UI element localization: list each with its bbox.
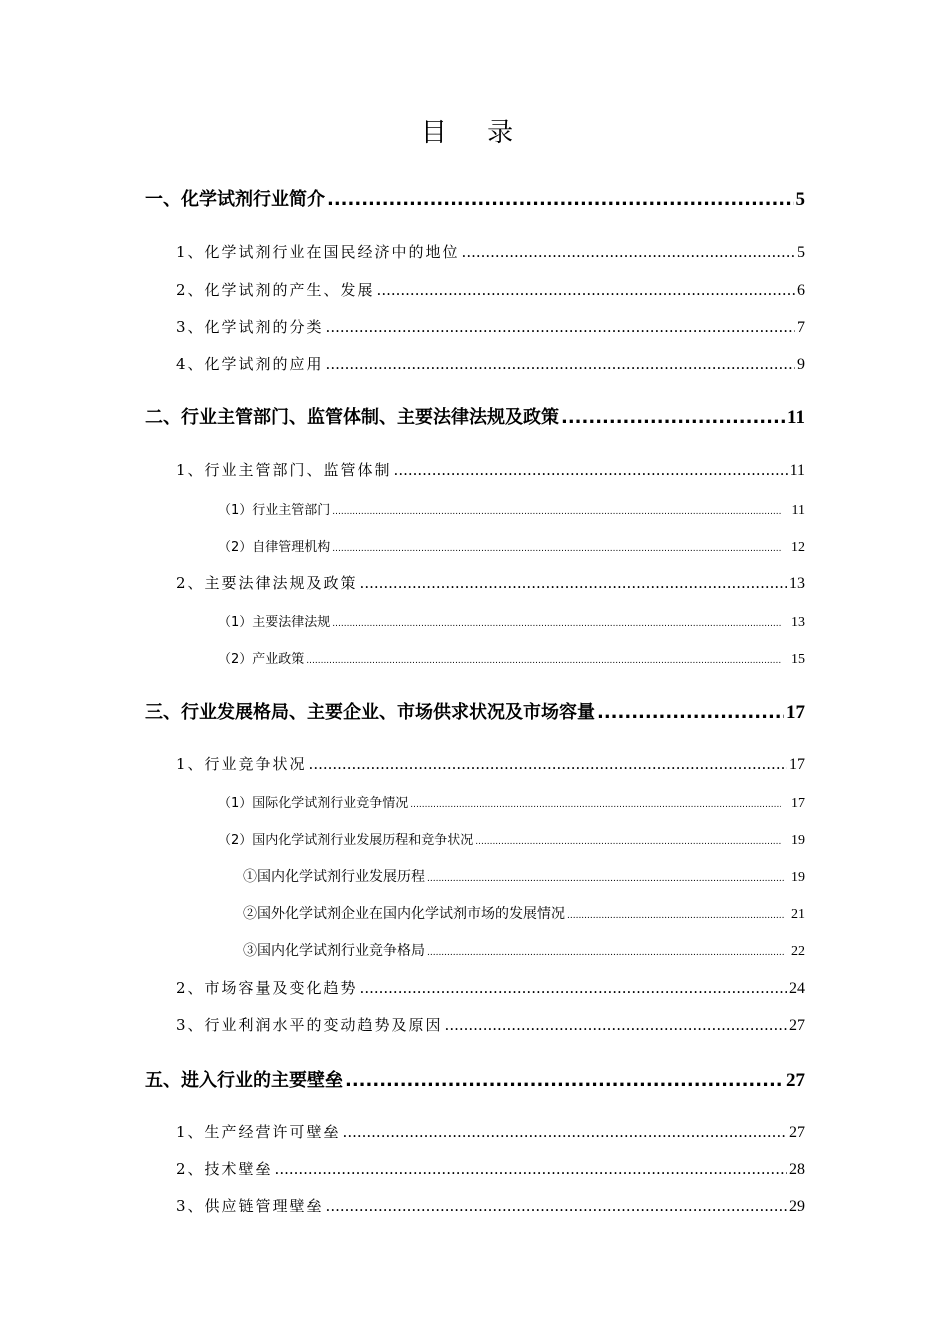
dot-leader (327, 189, 794, 210)
toc-entry-level-2[interactable] (176, 1195, 805, 1216)
toc-entry-page-number: 27 (789, 1017, 805, 1034)
toc-entry-page-number: 19 (791, 870, 805, 885)
toc-entry-page-number: 11 (787, 407, 805, 428)
dot-leader (410, 800, 781, 810)
toc-entry-level-4[interactable] (243, 903, 805, 923)
dot-leader (561, 407, 785, 428)
toc-entry-level-2[interactable] (176, 977, 805, 998)
toc-entry-label: （2）产业政策 (218, 652, 305, 667)
toc-entry-level-2[interactable] (176, 353, 805, 374)
toc-entry-level-2[interactable] (176, 316, 805, 337)
toc-entry-label: 1、行业主管部门、监管体制 (176, 461, 392, 479)
toc-entry-label: （2）国内化学试剂行业发展历程和竞争状况 (218, 833, 474, 848)
toc-entry-level-3[interactable] (218, 648, 805, 668)
toc-entry-label: 2、市场容量及变化趋势 (176, 979, 358, 997)
toc-entry-label: （2）自律管理机构 (218, 540, 331, 555)
dot-leader (345, 1070, 784, 1091)
toc-entry-page-number: 6 (797, 282, 805, 299)
toc-entry-level-3[interactable] (218, 829, 805, 849)
toc-entry-label: 3、行业利润水平的变动趋势及原因 (176, 1016, 443, 1034)
dot-leader (332, 544, 781, 554)
dot-leader (275, 1160, 787, 1178)
dot-leader (462, 243, 795, 261)
toc-entry-label: 2、化学试剂的产生、发展 (176, 281, 375, 299)
dot-leader (377, 281, 795, 299)
dot-leader (427, 948, 785, 958)
toc-entry-page-number: 22 (791, 944, 805, 959)
toc-entry-level-2[interactable] (176, 572, 805, 593)
dot-leader (332, 619, 781, 629)
toc-entry-page-number: 29 (789, 1198, 805, 1215)
dot-leader (360, 979, 787, 997)
toc-entry-page-number: 9 (797, 356, 805, 373)
toc-entry-level-3[interactable] (218, 499, 805, 519)
toc-entry-page-number: 5 (795, 189, 805, 210)
toc-entry-page-number: 13 (789, 575, 805, 592)
toc-entry-label: ③国内化学试剂行业竞争格局 (243, 943, 425, 959)
dot-leader (360, 574, 787, 592)
dot-leader (309, 755, 787, 773)
toc-entry-level-1[interactable] (145, 185, 805, 211)
dot-leader (567, 911, 785, 921)
toc-entry-page-number: 11 (789, 462, 805, 479)
toc-entry-label: ②国外化学试剂企业在国内化学试剂市场的发展情况 (243, 906, 565, 922)
toc-entry-level-2[interactable] (176, 1121, 805, 1142)
toc-entry-page-number: 13 (791, 615, 805, 630)
toc-entry-page-number: 12 (791, 540, 805, 555)
toc-entry-label: ①国内化学试剂行业发展历程 (243, 869, 425, 885)
toc-entry-page-number: 11 (791, 503, 805, 518)
toc-entry-level-2[interactable] (176, 753, 805, 774)
toc-entry-level-3[interactable] (218, 611, 805, 631)
toc-entry-label: 一、化学试剂行业简介 (145, 189, 325, 210)
toc-entry-label: 1、化学试剂行业在国民经济中的地位 (176, 243, 460, 261)
toc-entry-label: 2、技术壁垒 (176, 1160, 273, 1178)
toc-entry-page-number: 27 (789, 1124, 805, 1141)
toc-entry-level-2[interactable] (176, 459, 805, 480)
toc-entry-label: 三、行业发展格局、主要企业、市场供求状况及市场容量 (145, 702, 595, 723)
toc-entry-label: （1）行业主管部门 (218, 503, 331, 518)
dot-leader (306, 656, 781, 666)
toc-entry-page-number: 17 (786, 702, 805, 723)
toc-entry-level-2[interactable] (176, 1014, 805, 1035)
toc-entry-label: 二、行业主管部门、监管体制、主要法律法规及政策 (145, 407, 559, 428)
page-title: 目 录 (420, 118, 530, 148)
toc-entry-page-number: 19 (791, 833, 805, 848)
dot-leader (475, 837, 781, 847)
dot-leader (597, 702, 784, 723)
dot-leader (445, 1016, 787, 1034)
toc-entry-level-1[interactable] (145, 403, 805, 429)
toc-entry-level-1[interactable] (145, 1066, 805, 1092)
dot-leader (394, 461, 788, 479)
toc-entry-level-2[interactable] (176, 279, 805, 300)
toc-entry-label: 3、供应链管理壁垒 (176, 1197, 324, 1215)
toc-entry-level-2[interactable] (176, 1158, 805, 1179)
toc-entry-label: （1）国际化学试剂行业竞争情况 (218, 796, 409, 811)
toc-entry-page-number: 21 (791, 907, 805, 922)
toc-entry-page-number: 5 (797, 244, 805, 261)
toc-entry-label: 3、化学试剂的分类 (176, 318, 324, 336)
toc-entry-page-number: 24 (789, 980, 805, 997)
dot-leader (332, 507, 781, 517)
toc-entry-label: 2、主要法律法规及政策 (176, 574, 358, 592)
toc-entry-level-4[interactable] (243, 866, 805, 886)
toc-entry-page-number: 17 (791, 796, 805, 811)
toc-entry-label: 五、进入行业的主要壁垒 (145, 1070, 343, 1091)
toc-entry-page-number: 7 (797, 319, 805, 336)
toc-entry-level-4[interactable] (243, 940, 805, 960)
dot-leader (326, 318, 795, 336)
toc-entry-level-1[interactable] (145, 698, 805, 724)
toc-entry-label: 1、行业竞争状况 (176, 755, 307, 773)
toc-entry-label: 1、生产经营许可壁垒 (176, 1123, 341, 1141)
dot-leader (343, 1123, 787, 1141)
toc-entry-level-3[interactable] (218, 536, 805, 556)
dot-leader (326, 1197, 787, 1215)
toc-entry-page-number: 28 (789, 1161, 805, 1178)
dot-leader (326, 355, 795, 373)
toc-entry-level-3[interactable] (218, 792, 805, 812)
toc-entry-page-number: 27 (786, 1070, 805, 1091)
toc-entry-level-2[interactable] (176, 241, 805, 262)
dot-leader (427, 874, 785, 884)
toc-entry-label: （1）主要法律法规 (218, 615, 331, 630)
toc-entry-page-number: 17 (789, 756, 805, 773)
toc-entry-label: 4、化学试剂的应用 (176, 355, 324, 373)
toc-entry-page-number: 15 (791, 652, 805, 667)
